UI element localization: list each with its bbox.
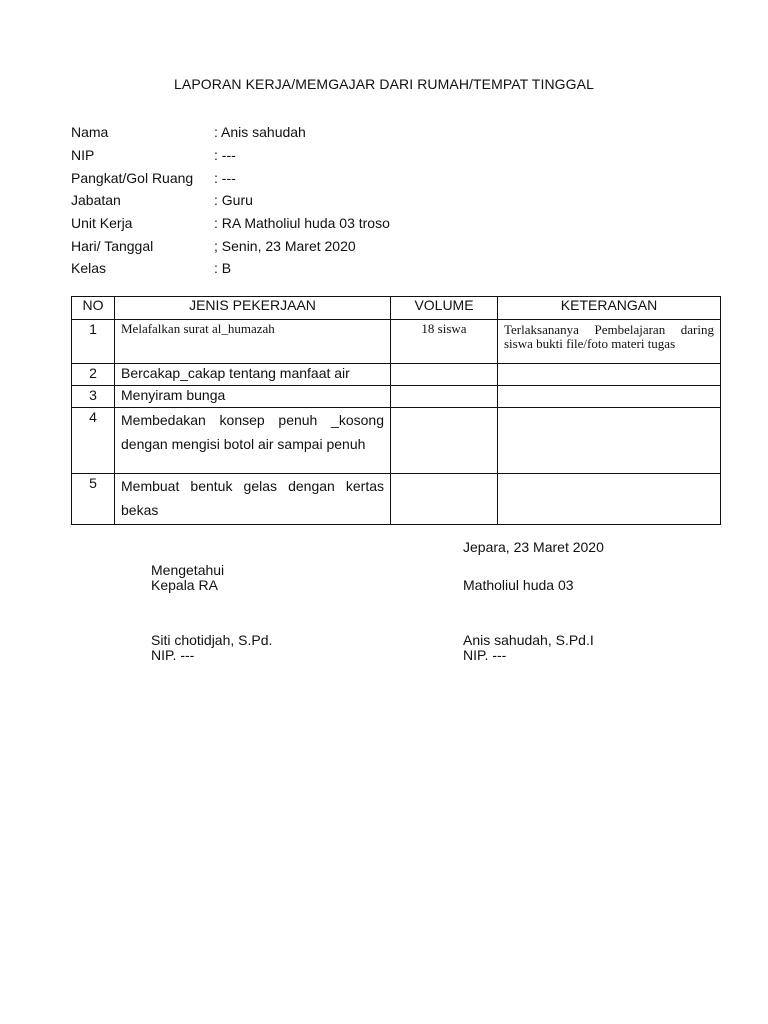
signature-left — [151, 563, 224, 593]
info-value: : --- — [214, 147, 236, 164]
info-row-nama — [71, 121, 390, 144]
signature-right-institution: Matholiul huda 03 — [463, 577, 574, 593]
sign-left-line2: Kepala RA — [151, 577, 218, 593]
cell-no: 1 — [72, 320, 115, 364]
table-header-row — [72, 297, 721, 320]
sign-left-nip: NIP. --- — [151, 647, 195, 663]
info-row-jabatan — [71, 189, 390, 212]
cell-no: 2 — [72, 364, 115, 386]
info-row-nip — [71, 144, 390, 167]
info-value: : Anis sahudah — [214, 124, 306, 141]
signature-right-name-block — [463, 633, 594, 663]
signature-left-name-block — [151, 633, 272, 663]
cell-jenis: Menyiram bunga — [115, 386, 391, 408]
info-row-kelas — [71, 257, 390, 280]
cell-keterangan — [498, 408, 721, 474]
info-row-hari-tanggal — [71, 234, 390, 257]
sign-right-name: Anis sahudah, S.Pd.I — [463, 632, 594, 648]
header-no: NO — [72, 297, 115, 320]
info-label: Kelas — [71, 260, 107, 277]
cell-keterangan: Terlaksananya Pembelajaran daring siswa bukti file/foto materi tugas — [498, 320, 721, 364]
info-value: : RA Matholiul huda 03 troso — [214, 215, 390, 232]
info-row-pangkat — [71, 166, 390, 189]
info-label: Nama — [71, 124, 109, 141]
info-label: Jabatan — [71, 192, 121, 209]
sign-left-line1: Mengetahui — [151, 562, 225, 578]
sign-right-nip: NIP. --- — [463, 647, 507, 663]
place-date: Jepara, 23 Maret 2020 — [463, 539, 604, 555]
cell-jenis: Membedakan konsep penuh _kosong dengan mengisi botol air sampai penuh — [115, 408, 391, 474]
document-title: LAPORAN KERJA/MEMGAJAR DARI RUMAH/TEMPAT TINGGAL — [174, 76, 594, 92]
info-row-unit-kerja — [71, 212, 390, 235]
cell-no: 3 — [72, 386, 115, 408]
cell-volume — [391, 408, 498, 474]
info-label: Hari/ Tanggal — [71, 237, 154, 254]
info-value: : --- — [214, 169, 236, 186]
cell-volume — [391, 474, 498, 525]
table-row — [72, 386, 721, 408]
info-label: Pangkat/Gol Ruang — [71, 169, 194, 186]
cell-jenis: Melafalkan surat al_humazah — [115, 320, 391, 364]
cell-jenis: Membuat bentuk gelas dengan kertas bekas — [115, 474, 391, 525]
cell-keterangan — [498, 474, 721, 525]
work-report-table — [71, 296, 721, 525]
header-volume: VOLUME — [391, 297, 498, 320]
cell-jenis: Bercakap_cakap tentang manfaat air — [115, 364, 391, 386]
info-label: NIP — [71, 147, 95, 164]
cell-keterangan — [498, 386, 721, 408]
cell-no: 4 — [72, 408, 115, 474]
info-value: : B — [214, 260, 232, 277]
sign-left-name: Siti chotidjah, S.Pd. — [151, 632, 273, 648]
cell-volume — [391, 386, 498, 408]
table-row — [72, 364, 721, 386]
identity-section — [71, 121, 390, 280]
cell-no: 5 — [72, 474, 115, 525]
cell-volume — [391, 364, 498, 386]
cell-volume: 18 siswa — [391, 320, 498, 364]
cell-keterangan — [498, 364, 721, 386]
header-jenis-pekerjaan: JENIS PEKERJAAN — [115, 297, 391, 320]
table-row — [72, 408, 721, 474]
info-value: : Guru — [214, 192, 253, 209]
table-row — [72, 474, 721, 525]
info-label: Unit Kerja — [71, 215, 133, 232]
info-value: ; Senin, 23 Maret 2020 — [214, 237, 356, 254]
table-row — [72, 320, 721, 364]
header-keterangan: KETERANGAN — [498, 297, 721, 320]
